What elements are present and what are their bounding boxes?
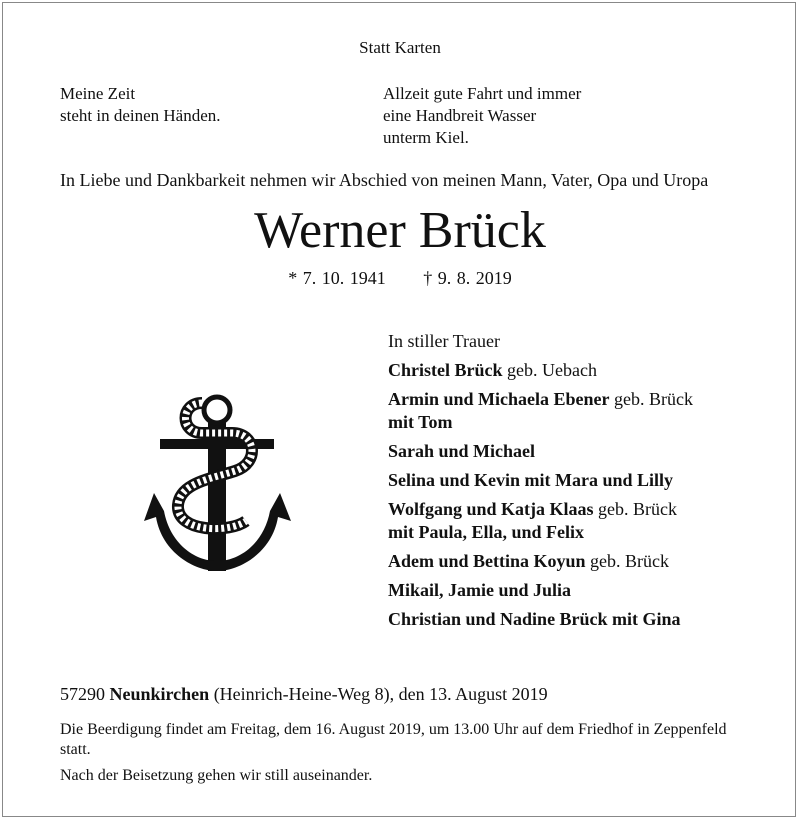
- mourner-row: [388, 411, 788, 434]
- mourner-maiden: geb. Brück: [609, 389, 693, 409]
- mourner-row: [388, 440, 788, 463]
- place-city: Neunkirchen: [109, 684, 210, 704]
- mourner-name: Sarah und Michael: [388, 441, 536, 461]
- mourner-row: [388, 579, 788, 602]
- intro-text: In Liebe und Dankbarkeit nehmen wir Abschied von meinen Mann, Vater, Opa und Uropa: [60, 170, 709, 190]
- quote-right-line: Allzeit gute Fahrt und immer: [383, 84, 582, 103]
- mourner-name: Selina und Kevin mit Mara und Lilly: [388, 470, 674, 490]
- mourner-row: [388, 550, 788, 573]
- funeral-info: Die Beerdigung findet am Freitag, dem 16. August 2019, um 13.00 Uhr auf dem Friedhof in Zeppenfeld statt.: [60, 721, 727, 758]
- mourner-name: Armin und Michaela Ebener: [388, 389, 610, 409]
- mourner-maiden: geb. Brück: [585, 551, 670, 571]
- mourner-name: Christian und Nadine Brück mit Gina: [388, 609, 681, 629]
- mourners-intro: In stiller Trauer: [388, 331, 500, 351]
- mourner-row: [388, 608, 788, 631]
- mourner-name: Adem und Bettina Koyun: [388, 551, 586, 571]
- mourner-name: Mikail, Jamie und Julia: [388, 580, 572, 600]
- mourner-name: mit Paula, Ella, und Felix: [388, 522, 585, 542]
- mourner-row: [388, 469, 788, 492]
- quote-right: [383, 83, 713, 149]
- header-statt-karten: Statt Karten: [359, 38, 441, 57]
- death-date: † 9. 8. 2019: [423, 268, 512, 288]
- quote-left-line: steht in deinen Händen.: [60, 106, 221, 125]
- deceased-name: Werner Brück: [254, 202, 546, 259]
- place-and-date: [60, 684, 548, 705]
- place-zip: 57290: [60, 684, 110, 704]
- quote-left: [60, 83, 340, 127]
- mourner-maiden: geb. Uebach: [502, 360, 597, 380]
- quote-right-line: unterm Kiel.: [383, 128, 469, 147]
- mourner-row: [388, 359, 788, 382]
- place-rest: (Heinrich-Heine-Weg 8), den 13. August 2019: [209, 684, 548, 704]
- quote-right-line: eine Handbreit Wasser: [383, 106, 537, 125]
- mourner-name: Christel Brück: [388, 360, 503, 380]
- mourners-list: [388, 330, 788, 637]
- mourner-name: Wolfgang und Katja Klaas: [388, 499, 594, 519]
- mourner-row: [388, 498, 788, 521]
- mourner-name: mit Tom: [388, 412, 453, 432]
- birth-date: * 7. 10. 1941: [288, 268, 386, 288]
- closing-note: Nach der Beisetzung gehen wir still auseinander.: [60, 767, 373, 784]
- quote-left-line: Meine Zeit: [60, 84, 136, 103]
- mourner-maiden: geb. Brück: [593, 499, 678, 519]
- mourner-row: [388, 388, 788, 411]
- life-dates: [0, 268, 800, 289]
- anchor-with-rope-icon: [140, 393, 295, 578]
- mourner-row: [388, 521, 788, 544]
